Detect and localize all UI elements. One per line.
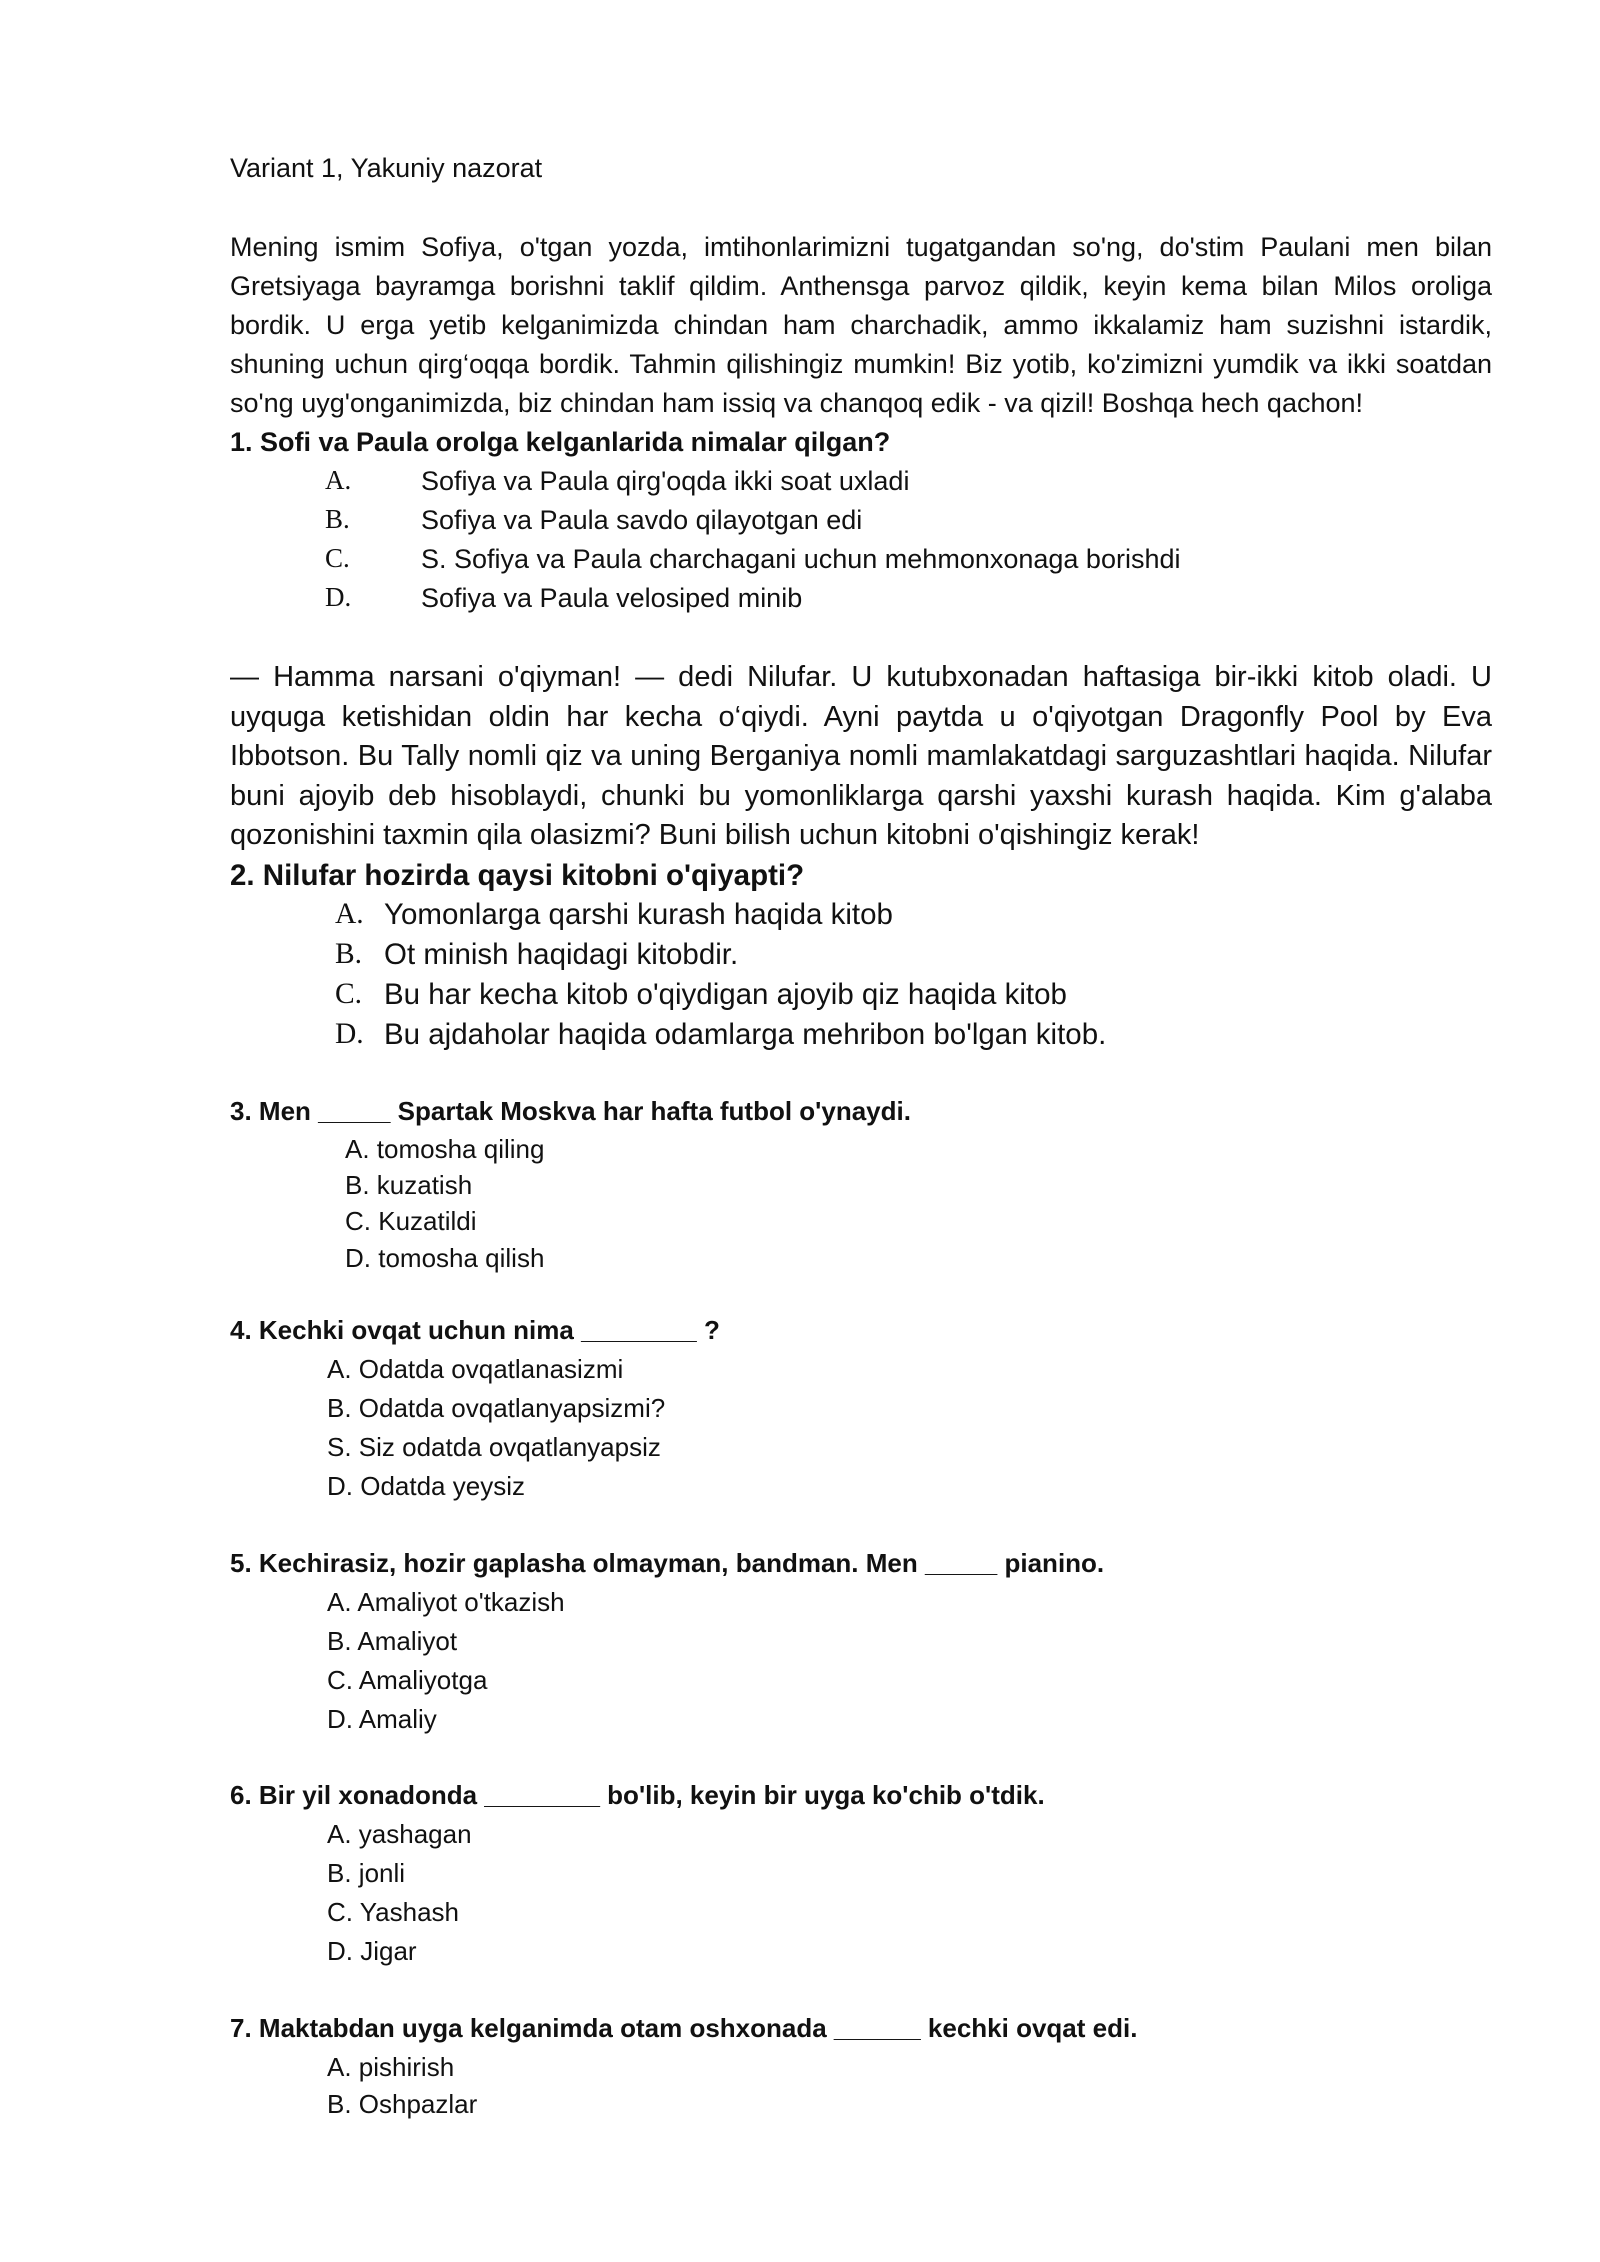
question-5: 5. Kechirasiz, hozir gaplasha olmayman, bandman. Men _____ pianino. — [230, 1548, 1105, 1578]
q1-option-d-letter: D. — [325, 582, 352, 612]
q1-option-c-letter: C. — [325, 543, 350, 573]
q7-option-a[interactable]: A. pishirish — [327, 2052, 455, 2082]
q1-option-b[interactable]: Sofiya va Paula savdo qilayotgan edi — [421, 505, 863, 535]
reading-passage-2: — Hamma narsani o'qiyman! — dedi Nilufar. U kutubxonadan haftasiga bir-ikki kitob oladi. U uyquga ketishidan oldin har kecha o‘qiydi. Ayni paytda u o'qiyotgan Dragonfly Pool by Eva Ibbotson. Bu Tally nomli qiz va uning Berganiya nomli mamlakatdagi sarguzashtlari haqida. Nilufar buni ajoyib deb hisoblaydi, chunki bu yomonliklarga qarshi yaxshi kurash haqida. Kim g'alaba qozonishini taxmin qila olasizmi? Buni bilish uchun kitobni o'qishingiz kerak! — [230, 661, 1492, 851]
q1-option-b-letter: B. — [325, 504, 350, 534]
q6-option-d[interactable]: D. Jigar — [327, 1936, 417, 1966]
q6-option-c[interactable]: C. Yashash — [327, 1897, 460, 1927]
question-4: 4. Kechki ovqat uchun nima ________ ? — [230, 1315, 720, 1345]
q6-option-a[interactable]: A. yashagan — [327, 1819, 472, 1849]
q3-option-d[interactable]: D. tomosha qilish — [345, 1243, 545, 1273]
question-2: 2. Nilufar hozirda qaysi kitobni o'qiyapti? — [230, 859, 805, 892]
q1-option-a-letter: A. — [325, 465, 352, 495]
q6-option-b[interactable]: B. jonli — [327, 1858, 406, 1888]
q2-option-b-letter: B. — [335, 938, 363, 970]
q3-option-b[interactable]: B. kuzatish — [345, 1170, 473, 1200]
question-3: 3. Men _____ Spartak Moskva har hafta futbol o'ynaydi. — [230, 1096, 911, 1126]
q2-option-c[interactable]: Bu har kecha kitob o'qiydigan ajoyib qiz haqida kitob — [384, 978, 1067, 1011]
q2-option-d-letter: D. — [335, 1018, 364, 1050]
q2-option-c-letter: C. — [335, 978, 363, 1010]
q2-option-b[interactable]: Ot minish haqidagi kitobdir. — [384, 938, 739, 971]
q2-option-a[interactable]: Yomonlarga qarshi kurash haqida kitob — [384, 898, 893, 931]
q2-option-a-letter: A. — [335, 898, 364, 930]
q5-option-a[interactable]: A. Amaliyot o'tkazish — [327, 1587, 565, 1617]
reading-passage-1: Mening ismim Sofiya, o'tgan yozda, imtihonlarimizni tugatgandan so'ng, do'stim Paulani men bilan Gretsiyaga bayramga borishni taklif qildim. Anthensga parvoz qildik, keyin kema bilan Milos oroliga bordik. U erga yetib kelganimizda chindan ham charchadik, ammo ikkalamiz ham suzishni istardik, shuning uchun qirg‘oqqa bordik. Tahmin qilishingiz mumkin! Biz yotib, ko'zimizni yumdik va ikki soatdan so'ng uyg'onganimizda, biz chindan ham issiq va chanqoq edik - va qizil! Boshqa hech qachon! — [230, 232, 1492, 418]
question-1: 1. Sofi va Paula orolga kelganlarida nimalar qilgan? — [230, 427, 891, 457]
q2-option-d[interactable]: Bu ajdaholar haqida odamlarga mehribon bo'lgan kitob. — [384, 1018, 1107, 1051]
q5-option-c[interactable]: C. Amaliyotga — [327, 1665, 488, 1695]
q4-option-c[interactable]: S. Siz odatda ovqatlanyapsiz — [327, 1432, 661, 1462]
q1-option-d[interactable]: Sofiya va Paula velosiped minib — [421, 583, 803, 613]
q5-option-d[interactable]: D. Amaliy — [327, 1704, 437, 1734]
document-title: Variant 1, Yakuniy nazorat — [230, 153, 543, 183]
question-6: 6. Bir yil xonadonda ________ bo'lib, keyin bir uyga ko'chib o'tdik. — [230, 1780, 1045, 1810]
q1-option-a[interactable]: Sofiya va Paula qirg'oqda ikki soat uxladi — [421, 466, 910, 496]
q3-option-a[interactable]: A. tomosha qiling — [345, 1134, 545, 1164]
q5-option-b[interactable]: B. Amaliyot — [327, 1626, 458, 1656]
q3-option-c[interactable]: C. Kuzatildi — [345, 1206, 477, 1236]
question-7: 7. Maktabdan uyga kelganimda otam oshxonada ______ kechki ovqat edi. — [230, 2013, 1138, 2043]
q4-option-d[interactable]: D. Odatda yeysiz — [327, 1471, 525, 1501]
q4-option-b[interactable]: B. Odatda ovqatlanyapsizmi? — [327, 1393, 666, 1423]
q1-option-c[interactable]: S. Sofiya va Paula charchagani uchun mehmonxonaga borishdi — [421, 544, 1181, 574]
q7-option-b[interactable]: B. Oshpazlar — [327, 2089, 478, 2119]
q4-option-a[interactable]: A. Odatda ovqatlanasizmi — [327, 1354, 624, 1384]
